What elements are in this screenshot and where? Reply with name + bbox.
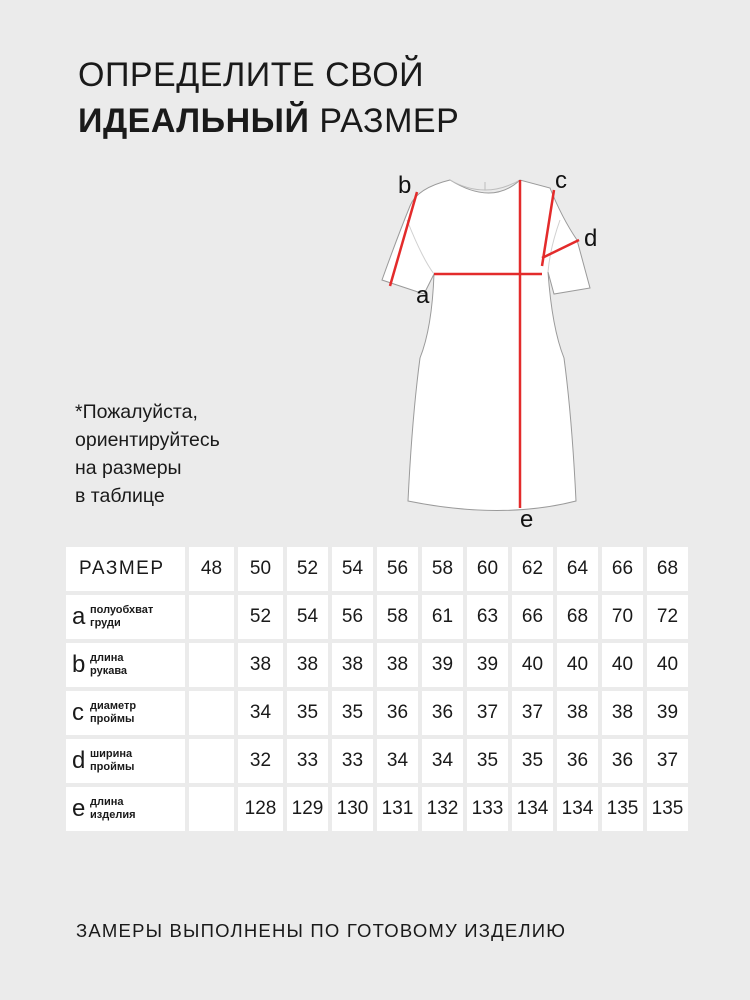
size-col-header: 64 <box>557 547 598 591</box>
table-cell: 36 <box>602 739 643 783</box>
table-cell: 40 <box>512 643 553 687</box>
label-b: b <box>398 172 412 199</box>
table-cell: 34 <box>377 739 418 783</box>
table-cell: 34 <box>422 739 463 783</box>
row-desc <box>90 652 127 678</box>
table-row <box>66 787 688 831</box>
row-header <box>66 739 185 783</box>
size-col-header: 58 <box>422 547 463 591</box>
row-header <box>66 787 185 831</box>
row-desc <box>90 796 136 822</box>
size-col-header: 50 <box>238 547 283 591</box>
table-cell <box>189 691 234 735</box>
label-d: d <box>584 225 598 252</box>
dress-diagram <box>372 168 612 538</box>
title-rest: РАЗМЕР <box>309 102 460 140</box>
table-cell: 39 <box>422 643 463 687</box>
table-cell: 128 <box>238 787 283 831</box>
table-cell: 68 <box>557 595 598 639</box>
row-desc <box>90 604 153 630</box>
table-cell: 63 <box>467 595 508 639</box>
size-col-header: 54 <box>332 547 373 591</box>
label-c: c <box>555 168 567 194</box>
row-desc-line: груди <box>90 617 121 629</box>
table-cell: 40 <box>602 643 643 687</box>
table-cell: 39 <box>467 643 508 687</box>
size-col-header: 48 <box>189 547 234 591</box>
row-desc-line: диаметр <box>90 700 137 712</box>
table-cell: 33 <box>287 739 328 783</box>
size-table <box>62 543 692 835</box>
table-cell: 131 <box>377 787 418 831</box>
row-desc <box>90 748 134 774</box>
row-desc-line: длина <box>90 652 124 664</box>
note-line: на размеры <box>75 457 182 479</box>
row-letter: e <box>72 795 86 822</box>
row-header <box>66 691 185 735</box>
table-cell <box>189 787 234 831</box>
size-col-header: 66 <box>602 547 643 591</box>
table-cell: 66 <box>512 595 553 639</box>
table-cell: 52 <box>238 595 283 639</box>
table-cell: 33 <box>332 739 373 783</box>
table-cell: 38 <box>377 643 418 687</box>
table-row <box>66 691 688 735</box>
row-desc-line: полуобхват <box>90 604 154 616</box>
table-cell: 134 <box>512 787 553 831</box>
table-cell: 58 <box>377 595 418 639</box>
size-col-header: 52 <box>287 547 328 591</box>
size-col-header: 68 <box>647 547 688 591</box>
table-cell: 56 <box>332 595 373 639</box>
table-cell: 40 <box>557 643 598 687</box>
size-header-row <box>66 547 688 591</box>
note-line: в таблице <box>75 485 165 507</box>
row-desc-line: проймы <box>90 761 135 773</box>
size-col-header: 60 <box>467 547 508 591</box>
table-cell: 35 <box>512 739 553 783</box>
table-cell: 72 <box>647 595 688 639</box>
table-cell: 38 <box>557 691 598 735</box>
note-line: ориентируйтесь <box>75 429 220 451</box>
label-e: e <box>520 506 534 533</box>
table-cell: 36 <box>422 691 463 735</box>
row-letter: c <box>72 699 84 726</box>
size-col-header: 56 <box>377 547 418 591</box>
table-cell: 38 <box>332 643 373 687</box>
table-cell: 54 <box>287 595 328 639</box>
label-a: a <box>416 282 430 309</box>
row-desc-line: изделия <box>90 809 136 821</box>
table-cell: 36 <box>377 691 418 735</box>
table-cell: 132 <box>422 787 463 831</box>
table-row <box>66 643 688 687</box>
table-cell: 129 <box>287 787 328 831</box>
table-cell <box>189 595 234 639</box>
page-title <box>78 52 459 144</box>
table-cell: 34 <box>238 691 283 735</box>
table-cell: 133 <box>467 787 508 831</box>
title-line-2 <box>78 98 459 144</box>
row-header <box>66 595 185 639</box>
row-desc-line: проймы <box>90 713 135 725</box>
dress-illustration <box>372 168 612 538</box>
footer-note: ЗАМЕРЫ ВЫПОЛНЕНЫ ПО ГОТОВОМУ ИЗДЕЛИЮ <box>76 920 567 941</box>
table-cell: 70 <box>602 595 643 639</box>
table-cell: 130 <box>332 787 373 831</box>
table-row <box>66 595 688 639</box>
table-cell: 134 <box>557 787 598 831</box>
table-cell: 32 <box>238 739 283 783</box>
row-header <box>66 643 185 687</box>
table-cell: 135 <box>602 787 643 831</box>
table-cell: 37 <box>467 691 508 735</box>
row-letter: a <box>72 603 86 630</box>
table-cell: 37 <box>647 739 688 783</box>
table-cell: 38 <box>238 643 283 687</box>
table-cell: 35 <box>467 739 508 783</box>
dress-outline <box>382 180 590 511</box>
row-desc <box>90 700 136 726</box>
table-cell: 36 <box>557 739 598 783</box>
title-bold-word: ИДЕАЛЬНЫЙ <box>78 102 310 140</box>
table-row <box>66 739 688 783</box>
table-cell: 35 <box>287 691 328 735</box>
table-cell: 61 <box>422 595 463 639</box>
size-note <box>75 398 220 510</box>
title-line-1: ОПРЕДЕЛИТЕ СВОЙ <box>78 56 425 94</box>
table-cell: 39 <box>647 691 688 735</box>
table-cell: 35 <box>332 691 373 735</box>
table-cell: 38 <box>287 643 328 687</box>
table-cell <box>189 643 234 687</box>
table-cell <box>189 739 234 783</box>
size-col-header: 62 <box>512 547 553 591</box>
row-desc-line: ширина <box>90 748 133 760</box>
note-line: *Пожалуйста, <box>75 401 198 423</box>
table-cell: 38 <box>602 691 643 735</box>
row-desc-line: рукава <box>90 665 128 677</box>
size-header-label: РАЗМЕР <box>66 547 185 591</box>
table-cell: 37 <box>512 691 553 735</box>
table-cell: 40 <box>647 643 688 687</box>
row-letter: d <box>72 747 86 774</box>
row-letter: b <box>72 651 86 678</box>
table-cell: 135 <box>647 787 688 831</box>
row-desc-line: длина <box>90 796 124 808</box>
